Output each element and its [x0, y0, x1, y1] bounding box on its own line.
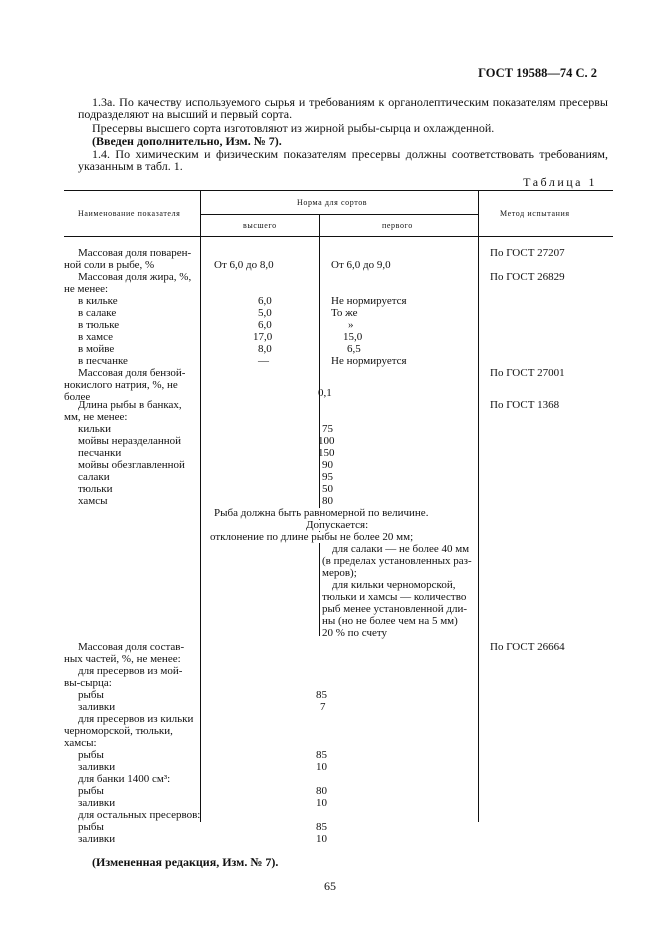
row-salt-label-1: Массовая доля поварен-: [78, 247, 192, 259]
fat-item-first: Не нормируется: [331, 355, 407, 367]
length-item-value: 90: [322, 459, 333, 471]
length-item-value: 75: [322, 423, 333, 435]
document-header: ГОСТ 19588—74 С. 2: [478, 66, 597, 80]
fat-item-high: 8,0: [258, 343, 272, 355]
length-item-name: кильки: [78, 423, 111, 435]
length-item-value: 95: [322, 471, 333, 483]
fat-item-name: в тюльке: [78, 319, 120, 331]
table-title: Таблица 1: [523, 175, 597, 189]
fat-item-name: в кильке: [78, 295, 118, 307]
fat-item-first: 15,0: [343, 331, 363, 343]
paragraph-premium-grade: Пресервы высшего сорта изготовляют из жирной рыбы-сырца и охлажденной.: [92, 121, 495, 135]
row-salt-high: От 6,0 до 8,0: [214, 259, 274, 271]
row-salt-method: По ГОСТ 27207: [490, 247, 565, 259]
composition-fish-label: рыбы: [78, 785, 104, 797]
composition-filling-label: заливки: [78, 797, 116, 809]
note-line-4: для салаки — не более 40 мм: [332, 543, 470, 555]
note-line-11: 20 % по счету: [322, 627, 388, 639]
column-header-norm: Норма для сортов: [297, 198, 368, 207]
composition-fish-label: рыбы: [78, 749, 104, 761]
length-item-name: салаки: [78, 471, 110, 483]
note-line-3: отклонение по длине рыбы не более 20 мм;: [210, 531, 414, 543]
composition-filling-label: заливки: [78, 701, 116, 713]
row-fat-label-2: не менее:: [64, 283, 109, 295]
column-header-name: Наименование показателя: [78, 209, 181, 218]
composition-filling-value: 10: [316, 761, 327, 773]
fat-item-name: в салаке: [78, 307, 117, 319]
row-composition-label-3: для пресервов из мой-: [78, 665, 183, 677]
length-item-name: тюльки: [78, 483, 113, 495]
note-line-10: ны (но не более чем на 5 мм): [322, 615, 458, 627]
row-length-label-2: мм, не менее:: [64, 411, 128, 423]
length-item-value: 50: [322, 483, 333, 495]
note-line-2: Допускается:: [306, 519, 369, 531]
composition-fish-value: 85: [316, 689, 327, 701]
fat-item-first: То же: [331, 307, 358, 319]
composition-fish-label: рыбы: [78, 689, 104, 701]
fat-item-name: в хамсе: [78, 331, 114, 343]
amendment-note: (Введен дополнительно, Изм. № 7).: [92, 134, 282, 148]
fat-item-name: в песчанке: [78, 355, 128, 367]
row-benzoate-label-3: более: [64, 391, 91, 403]
row-length-label-1: Длина рыбы в банках,: [78, 399, 182, 411]
column-header-first: первого: [382, 221, 413, 230]
note-line-6: меров);: [322, 567, 357, 579]
composition-filling-value: 7: [320, 701, 326, 713]
row-composition-label-2: ных частей, %, не менее:: [64, 653, 181, 665]
row-benzoate-method: По ГОСТ 27001: [490, 367, 565, 379]
row-composition-label-6: черноморской, тюльки,: [64, 725, 173, 737]
fat-item-first: »: [348, 319, 354, 331]
row-benzoate-label-2: нокислого натрия, %, не: [64, 379, 178, 391]
row-composition-method: По ГОСТ 26664: [490, 641, 565, 653]
fat-item-high: 17,0: [253, 331, 273, 343]
length-item-name: песчанки: [78, 447, 122, 459]
composition-fish-value: 80: [316, 785, 327, 797]
fat-item-first: Не нормируется: [331, 295, 407, 307]
fat-item-first: 6,5: [347, 343, 361, 355]
column-header-method: Метод испытания: [500, 209, 570, 218]
length-item-name: мойвы неразделанной: [78, 435, 181, 447]
row-composition-label-4: вы-сырца:: [64, 677, 112, 689]
page-number: 65: [324, 879, 336, 893]
row-salt-label-2: ной соли в рыбе, %: [64, 259, 155, 271]
length-item-value: 80: [322, 495, 333, 507]
row-benzoate-label-1: Массовая доля бензой-: [78, 367, 186, 379]
composition-fish-label: рыбы: [78, 821, 104, 833]
length-item-name: хамсы: [78, 495, 108, 507]
note-line-5: (в пределах установленных раз-: [322, 555, 472, 567]
row-composition-label-7: хамсы:: [64, 737, 97, 749]
note-line-8: тюльки и хамсы — количество: [322, 591, 467, 603]
row-composition-label-1: Массовая доля состав-: [78, 641, 185, 653]
fat-item-high: 6,0: [258, 295, 272, 307]
row-composition-label-5: для пресервов из кильки: [78, 713, 194, 725]
row-fat-label-1: Массовая доля жира, %,: [78, 271, 192, 283]
length-item-value: 150: [318, 447, 335, 459]
note-line-7: для кильки черноморской,: [332, 579, 456, 591]
column-header-high: высшего: [243, 221, 277, 230]
fat-item-name: в мойве: [78, 343, 115, 355]
composition-filling-label: заливки: [78, 833, 116, 845]
composition-fish-value: 85: [316, 749, 327, 761]
row-benzoate-value: 0,1: [318, 387, 332, 399]
composition-filling-value: 10: [316, 833, 327, 845]
composition-filling-value: 10: [316, 797, 327, 809]
fat-item-high: —: [258, 355, 269, 367]
row-length-method: По ГОСТ 1368: [490, 399, 560, 411]
paragraph-1-4: 1.4. По химическим и физическим показателям пресервы должны соответствовать требованиям, указанным в табл. 1.: [78, 147, 608, 173]
fat-item-high: 6,0: [258, 319, 272, 331]
note-line-1: Рыба должна быть равномерной по величине.: [214, 507, 429, 519]
row-composition-label-9: для остальных пресервов:: [78, 809, 201, 821]
amendment-footer: (Измененная редакция, Изм. № 7).: [92, 855, 279, 869]
composition-fish-value: 85: [316, 821, 327, 833]
composition-filling-label: заливки: [78, 761, 116, 773]
row-salt-first: От 6,0 до 9,0: [331, 259, 391, 271]
row-composition-label-8: для банки 1400 см³:: [78, 773, 171, 785]
length-item-value: 100: [318, 435, 335, 447]
fat-item-high: 5,0: [258, 307, 272, 319]
paragraph-1-3a: 1.3а. По качеству используемого сырья и требованиям к органолептическим показателям пресервы подразделяют на высший и первый сорта.: [78, 95, 608, 121]
row-fat-method: По ГОСТ 26829: [490, 271, 565, 283]
length-item-name: мойвы обезглавленной: [78, 459, 185, 471]
note-line-9: рыб менее установленной дли-: [322, 603, 468, 615]
